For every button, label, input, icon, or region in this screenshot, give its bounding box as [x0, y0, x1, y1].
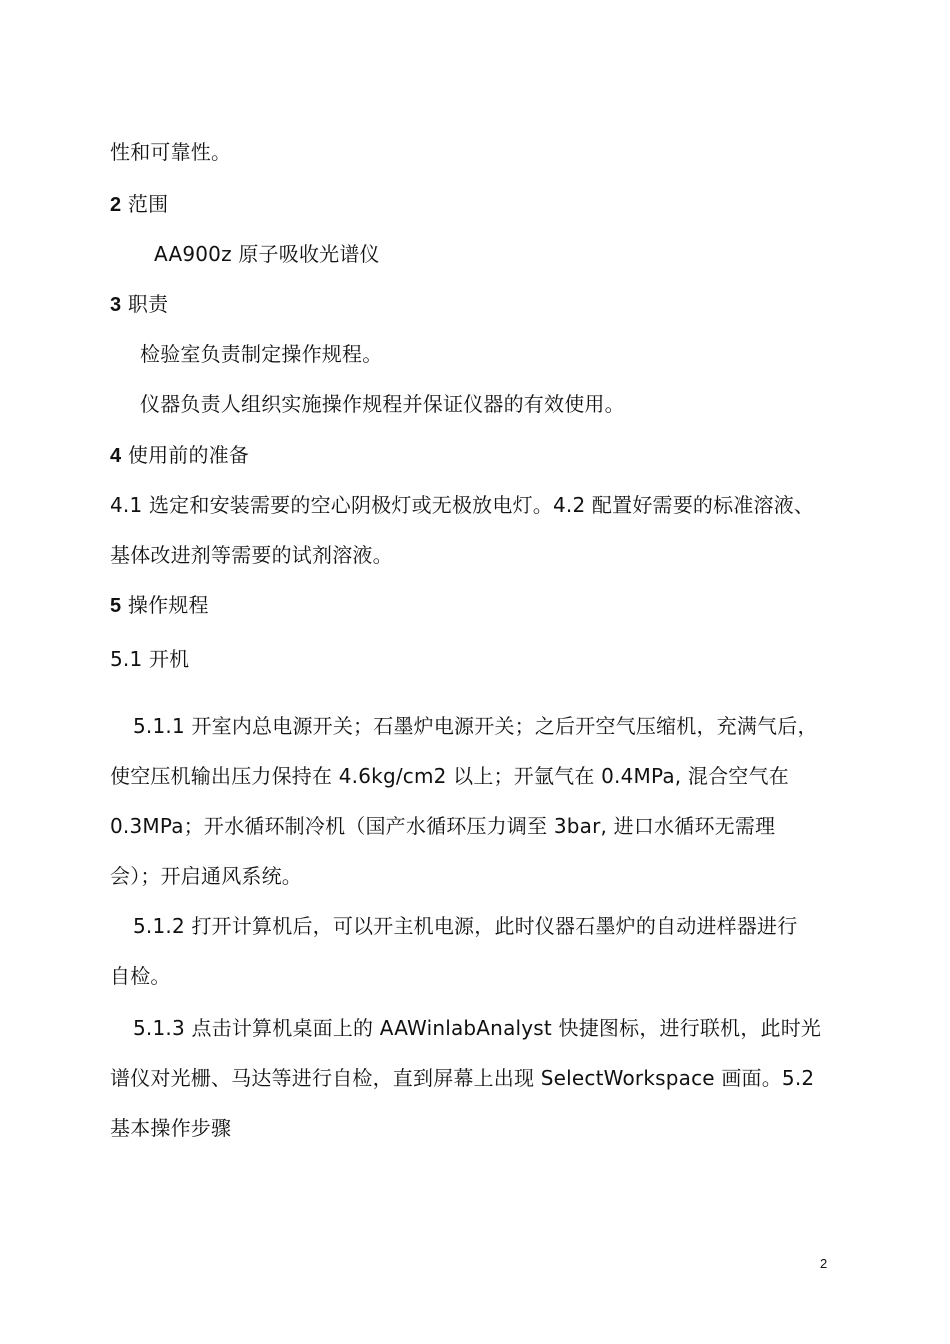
section-title: 操作规程: [127, 593, 209, 617]
paragraph-line: 0.3MPa；开水循环制冷机（国产水循环压力调至 3bar, 进口水循环无需理: [110, 814, 776, 838]
page-number: 2: [820, 1256, 828, 1271]
paragraph-line: 基本操作步骤: [110, 1116, 232, 1140]
paragraph-line: 谱仪对光栅、马达等进行自检，直到屏幕上出现 SelectWorkspace 画面。5.2: [110, 1066, 815, 1090]
section-number: 2: [110, 194, 122, 216]
paragraph-line: 4.1 选定和安装需要的空心阴极灯或无极放电灯。4.2 配置好需要的标准溶液、: [110, 493, 815, 517]
section-heading-responsibility: [110, 290, 168, 319]
paragraph-line: 5.1.3 点击计算机桌面上的 AAWinlabAnalyst 快捷图标，进行联机，此时光: [133, 1016, 822, 1040]
paragraph-line: 仪器负责人组织实施操作规程并保证仪器的有效使用。: [140, 392, 625, 416]
section-title: 职责: [127, 292, 169, 316]
paragraph-line: 会）；开启通风系统。: [110, 864, 302, 888]
section-heading-scope: [110, 190, 168, 219]
subsection-heading: 5.1 开机: [110, 647, 190, 671]
section-title: 范围: [127, 192, 169, 216]
paragraph-line: 性和可靠性。: [110, 140, 232, 164]
paragraph-line: 5.1.1 开室内总电源开关；石墨炉电源开关；之后开空气压缩机，充满气后，: [133, 714, 818, 738]
paragraph-line: 自检。: [110, 964, 171, 988]
paragraph-line: 检验室负责制定操作规程。: [140, 342, 383, 366]
section-heading-procedure: [110, 591, 209, 620]
paragraph-line: AA900z 原子吸收光谱仪: [154, 242, 380, 266]
paragraph-line: 基体改进剂等需要的试剂溶液。: [110, 543, 393, 567]
paragraph-line: 使空压机输出压力保持在 4.6kg/cm2 以上；开氩气在 0.4MPa, 混合空气在: [110, 764, 789, 788]
section-title: 使用前的准备: [127, 443, 250, 467]
section-number: 4: [110, 445, 122, 467]
section-number: 5: [110, 595, 122, 617]
section-number: 3: [110, 294, 122, 316]
paragraph-line: 5.1.2 打开计算机后，可以开主机电源，此时仪器石墨炉的自动进样器进行: [133, 914, 798, 938]
section-heading-preparation: [110, 441, 249, 470]
